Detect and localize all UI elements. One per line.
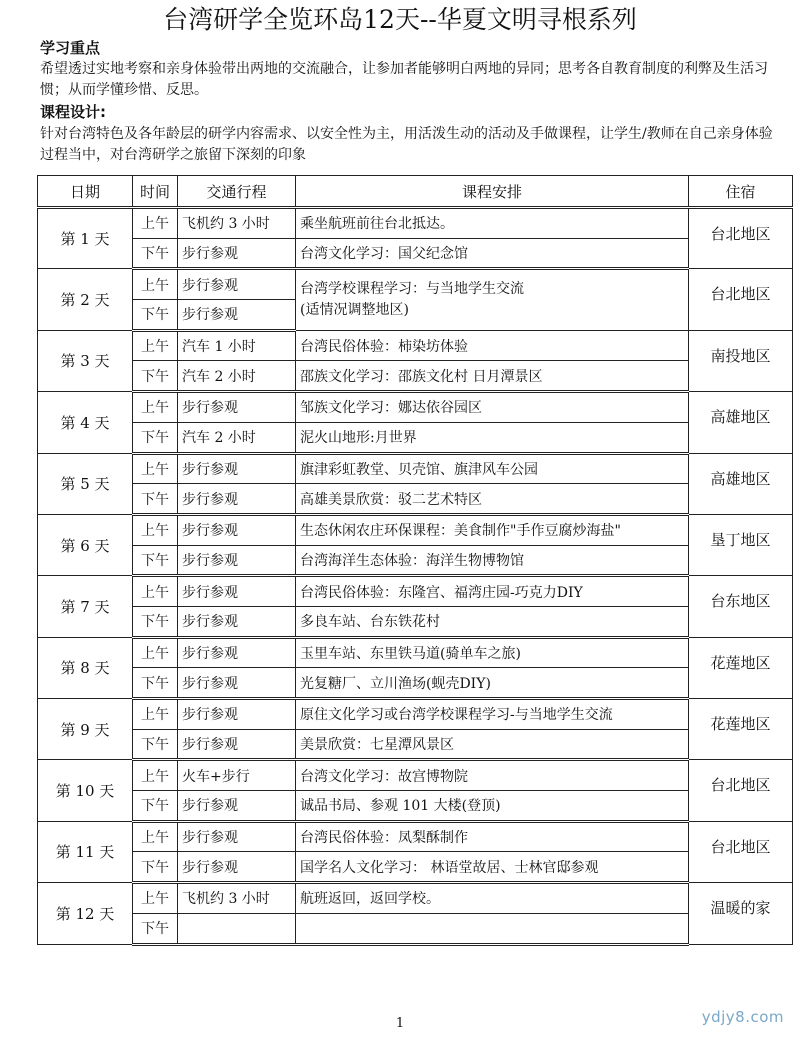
course-cell: 美景欣赏：七星潭风景区 bbox=[296, 729, 689, 760]
focus-paragraph: 希望透过实地考察和亲身体验带出两地的交流融合，让参加者能够明白两地的异同；思考各自教育制度的利弊及生活习惯；从而学懂珍惜、反思。 bbox=[40, 61, 768, 98]
transport-cell: 步行参观 bbox=[178, 606, 296, 637]
day-cell: 第 12 天 bbox=[38, 883, 133, 944]
table-row bbox=[38, 361, 793, 392]
course-cell: 航班返回，返回学校。 bbox=[296, 883, 689, 914]
time-cell: 下午 bbox=[133, 668, 178, 699]
table-header-row bbox=[38, 176, 793, 208]
time-cell: 下午 bbox=[133, 361, 178, 392]
table-row bbox=[38, 852, 793, 883]
course-cell: 乘坐航班前往台北抵达。 bbox=[296, 208, 689, 239]
lodging-cell: 温暖的家 bbox=[689, 883, 793, 944]
transport-cell: 步行参观 bbox=[178, 852, 296, 883]
course-cell: 台湾民俗体验：凤梨酥制作 bbox=[296, 821, 689, 852]
day-cell: 第 6 天 bbox=[38, 514, 133, 575]
day-cell: 第 10 天 bbox=[38, 760, 133, 821]
time-cell: 下午 bbox=[133, 606, 178, 637]
time-cell: 上午 bbox=[133, 330, 178, 361]
table-row bbox=[38, 637, 793, 668]
day-cell: 第 3 天 bbox=[38, 330, 133, 391]
time-cell: 上午 bbox=[133, 514, 178, 545]
course-cell: 原住文化学习或台湾学校课程学习-与当地学生交流 bbox=[296, 699, 689, 730]
transport-cell: 步行参观 bbox=[178, 729, 296, 760]
day-cell: 第 1 天 bbox=[38, 208, 133, 269]
time-cell: 上午 bbox=[133, 208, 178, 239]
lodging-cell: 高雄地区 bbox=[689, 453, 793, 514]
lodging-cell: 花莲地区 bbox=[689, 637, 793, 698]
course-cell: 台湾民俗体验：柿染坊体验 bbox=[296, 330, 689, 361]
table-row bbox=[38, 392, 793, 423]
itinerary-body bbox=[38, 208, 793, 945]
day-cell: 第 7 天 bbox=[38, 576, 133, 637]
course-cell: 生态休闲农庄环保课程：美食制作"手作豆腐炒海盐" bbox=[296, 514, 689, 545]
table-row bbox=[38, 729, 793, 760]
course-cell: 多良车站、台东铁花村 bbox=[296, 606, 689, 637]
course-cell bbox=[296, 913, 689, 944]
day-cell: 第 11 天 bbox=[38, 821, 133, 882]
table-row bbox=[38, 453, 793, 484]
time-cell: 上午 bbox=[133, 637, 178, 668]
transport-cell: 汽车 2 小时 bbox=[178, 361, 296, 392]
course-cell: 诚品书局、参观 101 大楼(登顶) bbox=[296, 791, 689, 822]
time-cell: 下午 bbox=[133, 484, 178, 515]
day-cell: 第 4 天 bbox=[38, 392, 133, 453]
transport-cell: 步行参观 bbox=[178, 453, 296, 484]
header-transport: 交通行程 bbox=[178, 176, 296, 208]
transport-cell: 步行参观 bbox=[178, 545, 296, 576]
course-cell: 邵族文化学习：邵族文化村 日月潭景区 bbox=[296, 361, 689, 392]
table-row bbox=[38, 760, 793, 791]
time-cell: 上午 bbox=[133, 883, 178, 914]
course-cell: 国学名人文化学习： 林语堂故居、士林官邸参观 bbox=[296, 852, 689, 883]
focus-heading: 学习重点 bbox=[40, 39, 101, 57]
course-cell: 邹族文化学习：娜达依谷园区 bbox=[296, 392, 689, 423]
transport-cell: 步行参观 bbox=[178, 269, 296, 300]
day-cell: 第 8 天 bbox=[38, 637, 133, 698]
design-heading: 课程设计: bbox=[40, 103, 106, 121]
course-cell: 玉里车站、东里铁马道(骑单车之旅) bbox=[296, 637, 689, 668]
header-date: 日期 bbox=[38, 176, 133, 208]
lodging-cell: 台北地区 bbox=[689, 760, 793, 821]
transport-cell: 步行参观 bbox=[178, 514, 296, 545]
table-row bbox=[38, 514, 793, 545]
time-cell: 上午 bbox=[133, 699, 178, 730]
transport-cell: 步行参观 bbox=[178, 637, 296, 668]
course-cell: 泥火山地形:月世界 bbox=[296, 422, 689, 453]
lodging-cell: 高雄地区 bbox=[689, 392, 793, 453]
design-paragraph: 针对台湾特色及各年龄层的研学内容需求、以安全性为主，用活泼生动的活动及手做课程，让学生/教师在自己亲身体验过程当中，对台湾研学之旅留下深刻的印象 bbox=[40, 126, 773, 163]
transport-cell: 步行参观 bbox=[178, 821, 296, 852]
transport-cell bbox=[178, 913, 296, 944]
time-cell: 下午 bbox=[133, 913, 178, 944]
time-cell: 下午 bbox=[133, 300, 178, 331]
course-cell: 台湾海洋生态体验：海洋生物博物馆 bbox=[296, 545, 689, 576]
table-row bbox=[38, 269, 793, 300]
table-row bbox=[38, 422, 793, 453]
day-cell: 第 2 天 bbox=[38, 269, 133, 330]
itinerary-table bbox=[37, 175, 793, 946]
table-row bbox=[38, 545, 793, 576]
time-cell: 下午 bbox=[133, 422, 178, 453]
header-time: 时间 bbox=[133, 176, 178, 208]
lodging-cell: 南投地区 bbox=[689, 330, 793, 391]
table-row bbox=[38, 576, 793, 607]
time-cell: 上午 bbox=[133, 576, 178, 607]
header-course: 课程安排 bbox=[296, 176, 689, 208]
table-row bbox=[38, 330, 793, 361]
course-cell: 台湾文化学习：故宫博物院 bbox=[296, 760, 689, 791]
day-cell: 第 9 天 bbox=[38, 699, 133, 760]
lodging-cell: 台东地区 bbox=[689, 576, 793, 637]
table-row bbox=[38, 883, 793, 914]
time-cell: 下午 bbox=[133, 791, 178, 822]
transport-cell: 步行参观 bbox=[178, 791, 296, 822]
transport-cell: 步行参观 bbox=[178, 392, 296, 423]
table-row bbox=[38, 668, 793, 699]
lodging-cell: 台北地区 bbox=[689, 821, 793, 882]
lodging-cell: 花莲地区 bbox=[689, 699, 793, 760]
table-row bbox=[38, 208, 793, 239]
table-row bbox=[38, 699, 793, 730]
transport-cell: 步行参观 bbox=[178, 668, 296, 699]
page-number: 1 bbox=[395, 1016, 405, 1031]
time-cell: 下午 bbox=[133, 545, 178, 576]
transport-cell: 火车+步行 bbox=[178, 760, 296, 791]
lodging-cell: 垦丁地区 bbox=[689, 514, 793, 575]
time-cell: 上午 bbox=[133, 269, 178, 300]
watermark: ydjy8.com bbox=[701, 1008, 784, 1026]
course-cell: 台湾学校课程学习：与当地学生交流 (适情况调整地区) bbox=[296, 269, 689, 330]
course-cell: 台湾民俗体验：东隆宫、福湾庄园-巧克力DIY bbox=[296, 576, 689, 607]
table-row bbox=[38, 821, 793, 852]
time-cell: 上午 bbox=[133, 392, 178, 423]
header-lodging: 住宿 bbox=[689, 176, 793, 208]
lodging-cell: 台北地区 bbox=[689, 208, 793, 269]
table-row bbox=[38, 913, 793, 944]
time-cell: 下午 bbox=[133, 729, 178, 760]
transport-cell: 汽车 1 小时 bbox=[178, 330, 296, 361]
transport-cell: 步行参观 bbox=[178, 300, 296, 331]
course-cell: 台湾文化学习：国父纪念馆 bbox=[296, 238, 689, 269]
table-row bbox=[38, 238, 793, 269]
transport-cell: 步行参观 bbox=[178, 238, 296, 269]
time-cell: 上午 bbox=[133, 821, 178, 852]
time-cell: 上午 bbox=[133, 453, 178, 484]
course-cell: 光复糖厂、立川渔场(蚬壳DIY) bbox=[296, 668, 689, 699]
transport-cell: 飞机约 3 小时 bbox=[178, 883, 296, 914]
course-cell: 旗津彩虹教堂、贝壳馆、旗津风车公园 bbox=[296, 453, 689, 484]
course-cell: 高雄美景欣赏：驳二艺术特区 bbox=[296, 484, 689, 515]
table-row bbox=[38, 484, 793, 515]
transport-cell: 步行参观 bbox=[178, 699, 296, 730]
table-row bbox=[38, 791, 793, 822]
transport-cell: 飞机约 3 小时 bbox=[178, 208, 296, 239]
time-cell: 下午 bbox=[133, 238, 178, 269]
table-row bbox=[38, 606, 793, 637]
page-title: 台湾研学全览环岛12天--华夏文明寻根系列 bbox=[163, 5, 637, 34]
time-cell: 上午 bbox=[133, 760, 178, 791]
time-cell: 下午 bbox=[133, 852, 178, 883]
transport-cell: 步行参观 bbox=[178, 576, 296, 607]
lodging-cell: 台北地区 bbox=[689, 269, 793, 330]
transport-cell: 步行参观 bbox=[178, 484, 296, 515]
transport-cell: 汽车 2 小时 bbox=[178, 422, 296, 453]
day-cell: 第 5 天 bbox=[38, 453, 133, 514]
